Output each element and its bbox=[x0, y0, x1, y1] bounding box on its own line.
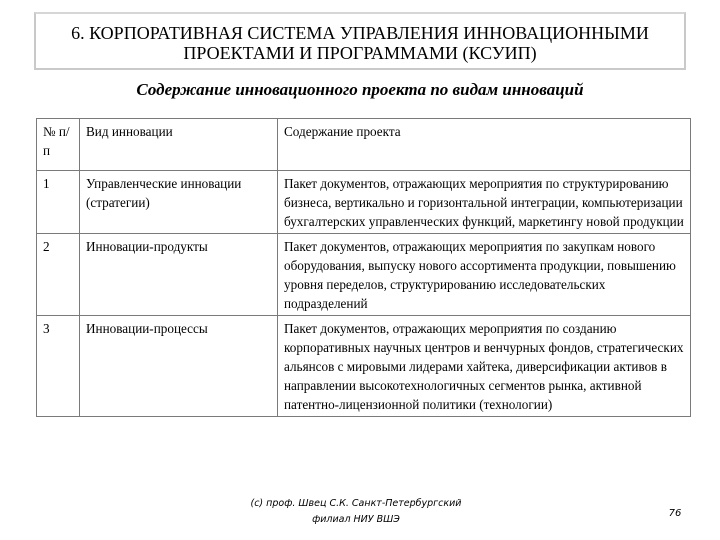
row-project-content: Пакет документов, отражающих мероприятия по структурированию бизнеса, вертикально и горизонтальной интеграции, компьютеризации бухгалтерских управленческих функций, маркетингу новой продукции bbox=[278, 171, 691, 234]
footer-line-1: (c) проф. Швец С.К. Санкт-Петербургский bbox=[250, 498, 462, 509]
innovation-table bbox=[36, 118, 691, 417]
row-number: 3 bbox=[37, 316, 80, 417]
table-header-row bbox=[37, 119, 691, 171]
header-number: № п/п bbox=[37, 119, 80, 171]
header-innovation-type: Вид инновации bbox=[80, 119, 278, 171]
row-innovation-type: Управленческие инновации (стратегии) bbox=[80, 171, 278, 234]
row-project-content: Пакет документов, отражающих мероприятия по созданию корпоративных научных центров и венчурных фондов, стратегических альянсов с мировыми лидерами хайтека, диверсификации активов в направлении высокотехнологичных сегментов рынка, активной патентно-лицензионной политики (технологии) bbox=[278, 316, 691, 417]
table-row bbox=[37, 316, 691, 417]
row-innovation-type: Инновации-продукты bbox=[80, 234, 278, 316]
footer-line-2: филиал НИУ ВШЭ bbox=[312, 514, 400, 525]
row-number: 2 bbox=[37, 234, 80, 316]
slide-title-line-2: ПРОЕКТАМИ И ПРОГРАММАМИ (КСУИП) bbox=[183, 43, 537, 63]
footer-copyright bbox=[216, 496, 496, 528]
row-project-content: Пакет документов, отражающих мероприятия по закупкам нового оборудования, выпуску нового ассортимента продукции, повышению уровня переделов, структурированию исследовательских подразделений bbox=[278, 234, 691, 316]
slide-title-line-1: 6. КОРПОРАТИВНАЯ СИСТЕМА УПРАВЛЕНИЯ ИННОВАЦИОННЫМИ bbox=[71, 23, 649, 43]
page-number: 76 bbox=[668, 508, 682, 519]
row-number: 1 bbox=[37, 171, 80, 234]
row-innovation-type: Инновации-процессы bbox=[80, 316, 278, 417]
table-row bbox=[37, 234, 691, 316]
slide-subtitle: Содержание инновационного проекта по видам инноваций bbox=[136, 80, 584, 99]
header-project-content: Содержание проекта bbox=[278, 119, 691, 171]
table-row bbox=[37, 171, 691, 234]
